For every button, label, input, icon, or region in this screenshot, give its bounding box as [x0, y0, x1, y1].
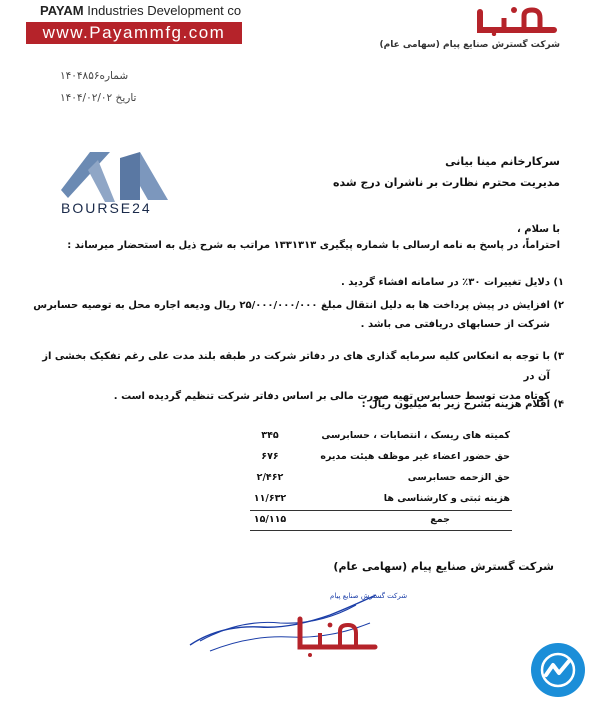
recipient-department: مدیریت محترم نظارت بر ناشران درج شده	[332, 176, 560, 189]
website-banner: www.Payammfg.com	[26, 22, 242, 44]
site-badge-icon	[531, 643, 585, 697]
recipient-name: سرکارخانم مینا بیانی	[445, 155, 560, 168]
signatory-company: شرکت گسترش صنایع پیام (سهامی عام)	[333, 560, 554, 573]
letter-number: شماره۱۴۰۴۸۵۶	[60, 70, 129, 82]
stamp-text: شرکت گسترش صنایع پیام	[330, 592, 408, 600]
table-divider	[250, 510, 512, 511]
expense-row: حق الزحمه حسابرسی ۲/۴۶۲	[256, 472, 510, 483]
bourse24-text: BOURSE24	[61, 200, 152, 216]
company-name-en: PAYAM Industries Development co	[40, 3, 242, 18]
payam-logo-icon	[474, 4, 564, 36]
list-item: ۴) اقلام هزینه بشرح زیر به میلیون ریال :	[361, 399, 564, 410]
expense-row: هزینه ثبتی و کارشناسی ها ۱۱/۶۳۲	[253, 493, 510, 504]
signature-stamp-icon	[180, 585, 390, 665]
greeting: با سلام ،	[516, 224, 560, 235]
expense-row: کمیته های ریسک ، انتصابات ، حسابرسی ۳۴۵	[261, 430, 510, 441]
list-item: ۲) افزایش در پیش پرداخت ها به دلیل انتقال مبلغ ۲۵/۰۰۰/۰۰۰/۰۰۰ ریال ودیعه اجاره محل به توصیه حسابرس شرکت از حسابهای دریافتی می باشد .	[33, 300, 564, 330]
company-name-fa: شرکت گسترش صنایع پیام (سهامی عام)	[379, 40, 560, 50]
table-divider	[250, 530, 512, 531]
list-item: ۳) با توجه به انعکاس کلیه سرمایه گذاری های در دفاتر شرکت در طبقه بلند مدت علی رغم تفکیک بخشی از آن در کوتاه مدت توسط حسابرس تهیه صورت مالی بر اساس دفاتر شرکت تنظیم گردیده است .	[42, 351, 564, 402]
expense-total-row: جمع ۱۵/۱۱۵	[253, 514, 450, 525]
intro-paragraph: احتراماً، در پاسخ به نامه ارسالی با شماره پیگیری ۱۳۳۱۳۱۳ مراتب به شرح ذیل به استحضار میرساند :	[67, 240, 560, 251]
list-item: ۱) دلایل تغییرات ۳۰٪ در سامانه افشاء گردید .	[341, 277, 564, 288]
letter-date: تاریخ ۱۴۰۴/۰۲/۰۲	[60, 92, 137, 104]
expense-row: حق حضور اعضاء غیر موظف هیئت مدیره ۶۷۶	[261, 451, 510, 462]
bourse24-logo-icon	[60, 150, 170, 228]
